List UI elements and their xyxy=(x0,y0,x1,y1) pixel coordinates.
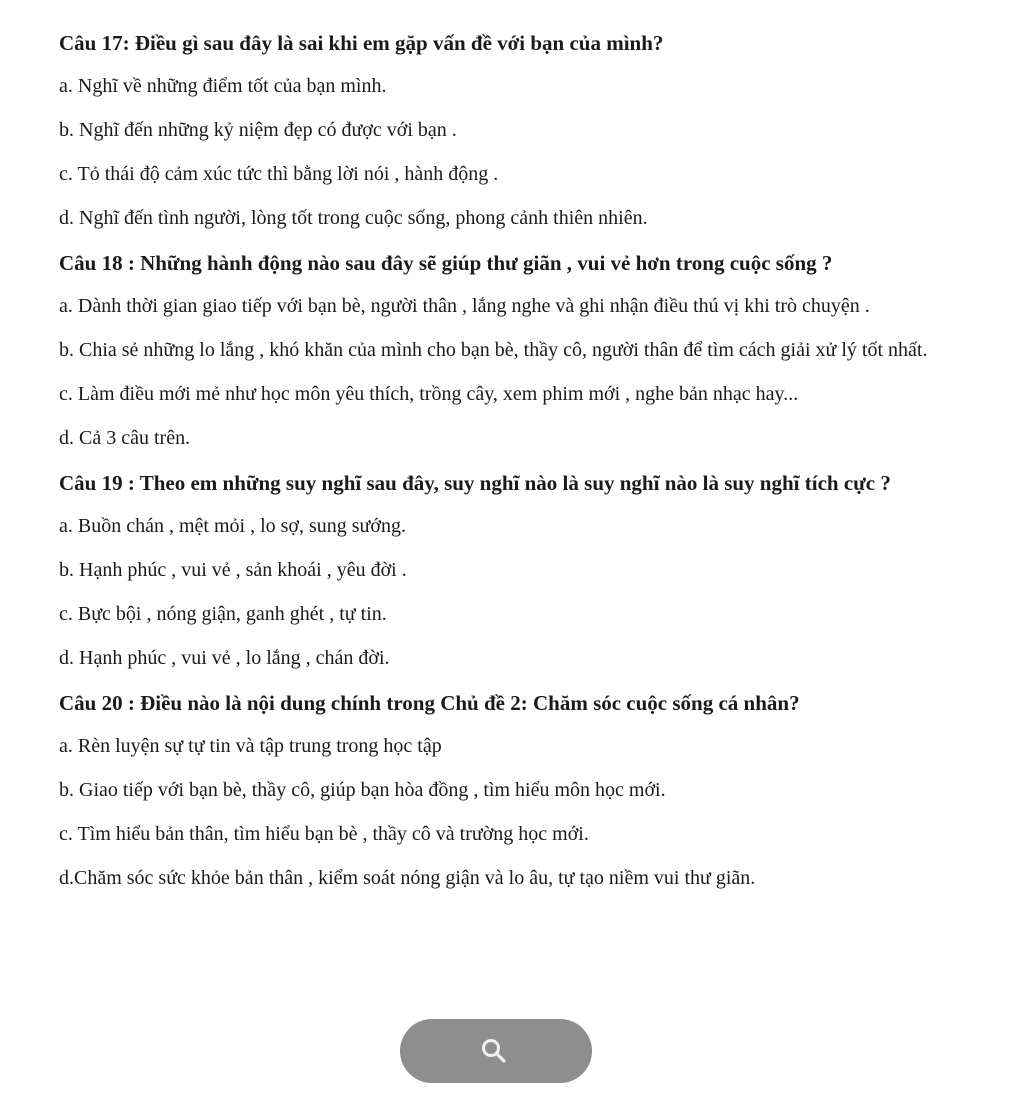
option-a: a. Nghĩ về những điểm tốt của bạn mình. xyxy=(59,75,387,97)
option-c: c. Tỏ thái độ cảm xúc tức thì bằng lời nói , hành động . xyxy=(59,163,499,185)
option-c: c. Tìm hiểu bản thân, tìm hiểu bạn bè , thầy cô và trường học mới. xyxy=(59,823,589,845)
document-page xyxy=(59,28,959,908)
option-c: c. Làm điều mới mẻ như học môn yêu thích, trồng cây, xem phim mới , nghe bản nhạc hay... xyxy=(59,383,799,405)
option-d: d.Chăm sóc sức khỏe bản thân , kiểm soát nóng giận và lo âu, tự tạo niềm vui thư giãn. xyxy=(59,867,756,889)
question-title: Câu 17: Điều gì sau đây là sai khi em gặp vấn đề với bạn của mình? xyxy=(59,31,664,55)
option-d: d. Hạnh phúc , vui vẻ , lo lắng , chán đời. xyxy=(59,647,390,669)
question-20 xyxy=(59,688,959,893)
question-title: Câu 20 : Điều nào là nội dung chính trong Chủ đề 2: Chăm sóc cuộc sống cá nhân? xyxy=(59,691,800,715)
question-18 xyxy=(59,248,959,453)
search-overlay-button[interactable] xyxy=(400,1019,592,1083)
option-b: b. Giao tiếp với bạn bè, thầy cô, giúp bạn hòa đồng , tìm hiểu môn học mới. xyxy=(59,779,666,801)
question-17 xyxy=(59,28,959,233)
option-d: d. Nghĩ đến tình người, lòng tốt trong cuộc sống, phong cảnh thiên nhiên. xyxy=(59,207,648,229)
question-title: Câu 19 : Theo em những suy nghĩ sau đây, suy nghĩ nào là suy nghĩ nào là suy nghĩ tích cực ? xyxy=(59,471,891,495)
option-b: b. Hạnh phúc , vui vẻ , sản khoái , yêu đời . xyxy=(59,559,407,581)
option-a: a. Rèn luyện sự tự tin và tập trung trong học tập xyxy=(59,735,442,757)
option-a: a. Dành thời gian giao tiếp với bạn bè, người thân , lắng nghe và ghi nhận điều thú vị khi trò chuyện . xyxy=(59,295,870,317)
magnifier-icon xyxy=(480,1037,508,1065)
option-b: b. Chia sẻ những lo lắng , khó khăn của mình cho bạn bè, thầy cô, người thân để tìm cách giải xử lý tốt nhất. xyxy=(59,339,928,361)
option-b: b. Nghĩ đến những kỷ niệm đẹp có được với bạn . xyxy=(59,119,457,141)
option-a: a. Buồn chán , mệt mỏi , lo sợ, sung sướng. xyxy=(59,515,406,537)
question-title: Câu 18 : Những hành động nào sau đây sẽ giúp thư giãn , vui vẻ hơn trong cuộc sống ? xyxy=(59,251,833,275)
question-19 xyxy=(59,468,959,673)
option-d: d. Cả 3 câu trên. xyxy=(59,427,191,449)
option-c: c. Bực bội , nóng giận, ganh ghét , tự tin. xyxy=(59,603,387,625)
